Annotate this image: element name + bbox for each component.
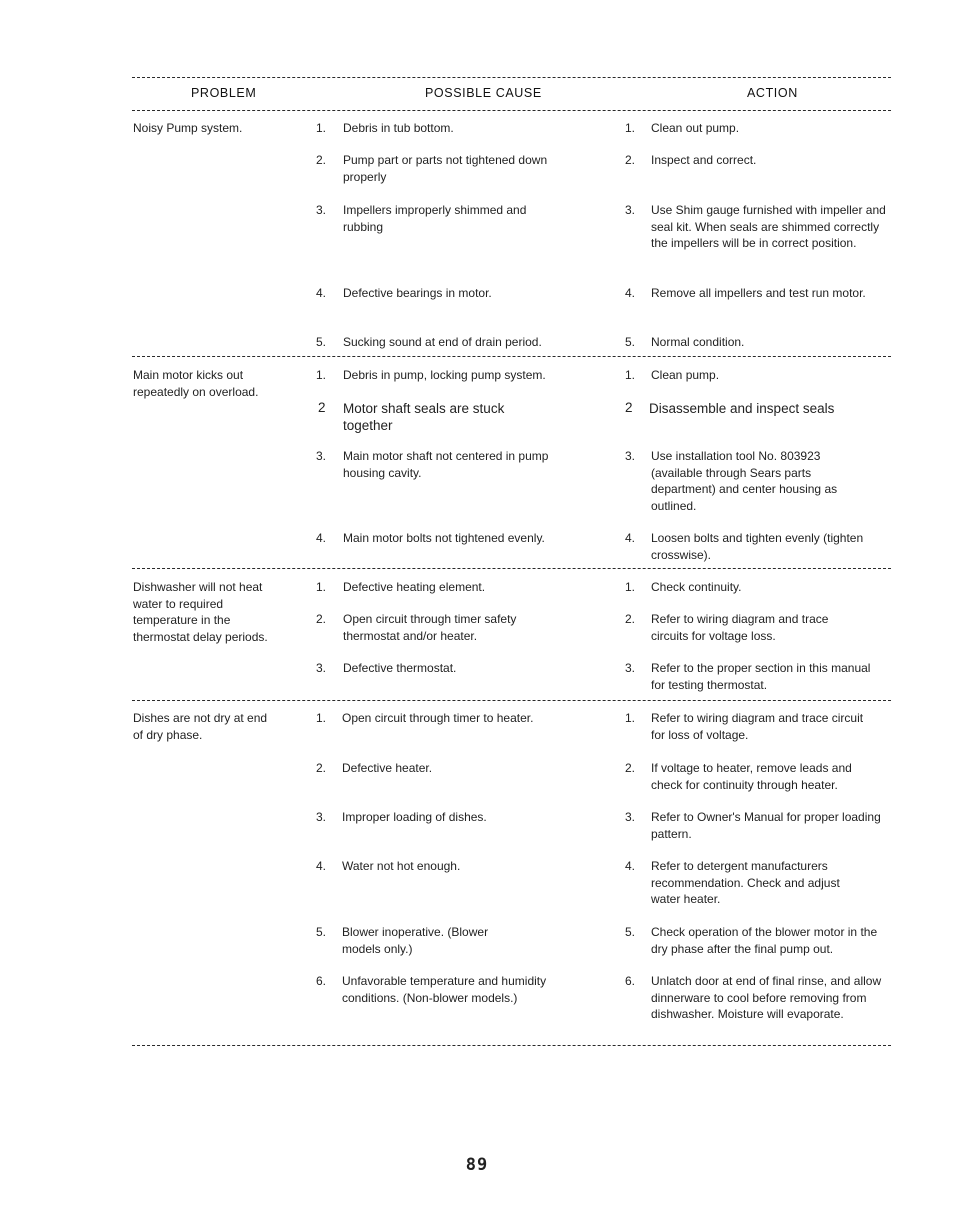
problem-not-dry: Dishes are not dry at end of dry phase. bbox=[133, 711, 268, 742]
action-number: 1. bbox=[625, 711, 636, 725]
cause-number: 3. bbox=[316, 203, 327, 217]
cause-number: 5. bbox=[316, 925, 327, 939]
cause-text: Defective heater. bbox=[342, 761, 433, 775]
action-number: 2. bbox=[625, 761, 636, 775]
cause-text: Open circuit through timer to heater. bbox=[342, 711, 534, 725]
action-text: Use Shim gauge furnished with impeller and seal kit. When seals are shimmed correctly the impellers will be in correct position. bbox=[651, 203, 886, 250]
action-number: 1. bbox=[625, 121, 636, 135]
cause-text: Open circuit through timer safety thermostat and/or heater. bbox=[343, 612, 517, 643]
action-text: Inspect and correct. bbox=[651, 153, 757, 167]
section-divider bbox=[132, 356, 891, 357]
cause-number: 1. bbox=[316, 368, 327, 382]
action-text: Unlatch door at end of final rinse, and allow dinnerware to cool before removing from dishwasher. Moisture will evaporate. bbox=[651, 974, 882, 1021]
action-text: Refer to Owner's Manual for proper loading pattern. bbox=[651, 810, 881, 841]
action-number: 4. bbox=[625, 859, 636, 873]
cause-text: Main motor bolts not tightened evenly. bbox=[343, 531, 545, 545]
action-text: Remove all impellers and test run motor. bbox=[651, 286, 866, 300]
action-number: 6. bbox=[625, 974, 636, 988]
cause-number: 4. bbox=[316, 531, 327, 545]
cause-text: Improper loading of dishes. bbox=[342, 810, 487, 824]
action-number: 4. bbox=[625, 286, 636, 300]
cause-number: 2. bbox=[316, 761, 327, 775]
action-text: Disassemble and inspect seals bbox=[649, 401, 835, 416]
action-text: Check continuity. bbox=[651, 580, 742, 594]
cause-number: 4. bbox=[316, 286, 327, 300]
action-number: 2. bbox=[625, 612, 636, 626]
action-text: Refer to the proper section in this manual for testing thermostat. bbox=[651, 661, 871, 692]
cause-number: 4. bbox=[316, 859, 327, 873]
action-number: 2. bbox=[625, 153, 636, 167]
header-top-rule bbox=[132, 77, 891, 78]
action-number: 2 bbox=[625, 400, 633, 415]
cause-number: 1. bbox=[316, 121, 327, 135]
action-text: Loosen bolts and tighten evenly (tighten crosswise). bbox=[651, 531, 864, 562]
problem-no-heat: Dishwasher will not heat water to required temperature in the thermostat delay periods. bbox=[133, 580, 268, 644]
cause-text: Water not hot enough. bbox=[342, 859, 461, 873]
action-number: 3. bbox=[625, 810, 636, 824]
cause-number: 1. bbox=[316, 580, 327, 594]
action-number: 4. bbox=[625, 531, 636, 545]
action-text: Use installation tool No. 803923 (available through Sears parts department) and center housing as outlined. bbox=[651, 449, 838, 513]
cause-text: Defective bearings in motor. bbox=[343, 286, 492, 300]
cause-number: 6. bbox=[316, 974, 327, 988]
cause-number: 3. bbox=[316, 449, 327, 463]
cause-text: Defective heating element. bbox=[343, 580, 486, 594]
action-text: Normal condition. bbox=[651, 335, 745, 349]
action-number: 3. bbox=[625, 203, 636, 217]
cause-number: 2. bbox=[316, 612, 327, 626]
action-number: 3. bbox=[625, 661, 636, 675]
problem-motor-overload: Main motor kicks out repeatedly on overload. bbox=[133, 368, 259, 399]
cause-text: Impellers improperly shimmed and rubbing bbox=[343, 203, 527, 234]
action-number: 1. bbox=[625, 580, 636, 594]
header-bottom-rule bbox=[132, 110, 891, 111]
cause-number: 2 bbox=[318, 400, 326, 415]
column-header-problem: PROBLEM bbox=[191, 86, 257, 100]
action-text: Refer to detergent manufacturers recommendation. Check and adjust water heater. bbox=[651, 859, 840, 906]
action-number: 3. bbox=[625, 449, 636, 463]
cause-number: 1. bbox=[316, 711, 327, 725]
action-text: Refer to wiring diagram and trace circuit for loss of voltage. bbox=[651, 711, 864, 742]
action-text: Clean out pump. bbox=[651, 121, 740, 135]
cause-text: Main motor shaft not centered in pump housing cavity. bbox=[343, 449, 549, 480]
cause-text: Motor shaft seals are stuck together bbox=[343, 401, 505, 433]
cause-number: 2. bbox=[316, 153, 327, 167]
cause-text: Sucking sound at end of drain period. bbox=[343, 335, 542, 349]
cause-text: Debris in tub bottom. bbox=[343, 121, 454, 135]
action-number: 5. bbox=[625, 925, 636, 939]
cause-text: Unfavorable temperature and humidity conditions. (Non-blower models.) bbox=[342, 974, 547, 1005]
section-divider bbox=[132, 568, 891, 569]
problem-noisy-pump: Noisy Pump system. bbox=[133, 121, 243, 135]
action-text: Clean pump. bbox=[651, 368, 720, 382]
cause-number: 3. bbox=[316, 810, 327, 824]
column-header-cause: POSSIBLE CAUSE bbox=[425, 86, 542, 100]
cause-text: Defective thermostat. bbox=[343, 661, 457, 675]
action-number: 5. bbox=[625, 335, 636, 349]
section-divider bbox=[132, 700, 891, 701]
column-header-action: ACTION bbox=[747, 86, 798, 100]
action-text: Refer to wiring diagram and trace circuits for voltage loss. bbox=[651, 612, 829, 643]
table-bottom-rule bbox=[132, 1045, 891, 1046]
cause-number: 5. bbox=[316, 335, 327, 349]
cause-text: Pump part or parts not tightened down properly bbox=[343, 153, 548, 184]
action-text: If voltage to heater, remove leads and check for continuity through heater. bbox=[651, 761, 852, 792]
cause-number: 3. bbox=[316, 661, 327, 675]
cause-text: Blower inoperative. (Blower models only.) bbox=[342, 925, 489, 956]
action-text: Check operation of the blower motor in the dry phase after the final pump out. bbox=[651, 925, 878, 956]
action-number: 1. bbox=[625, 368, 636, 382]
cause-text: Debris in pump, locking pump system. bbox=[343, 368, 546, 382]
page-number: 89 bbox=[465, 1155, 489, 1175]
